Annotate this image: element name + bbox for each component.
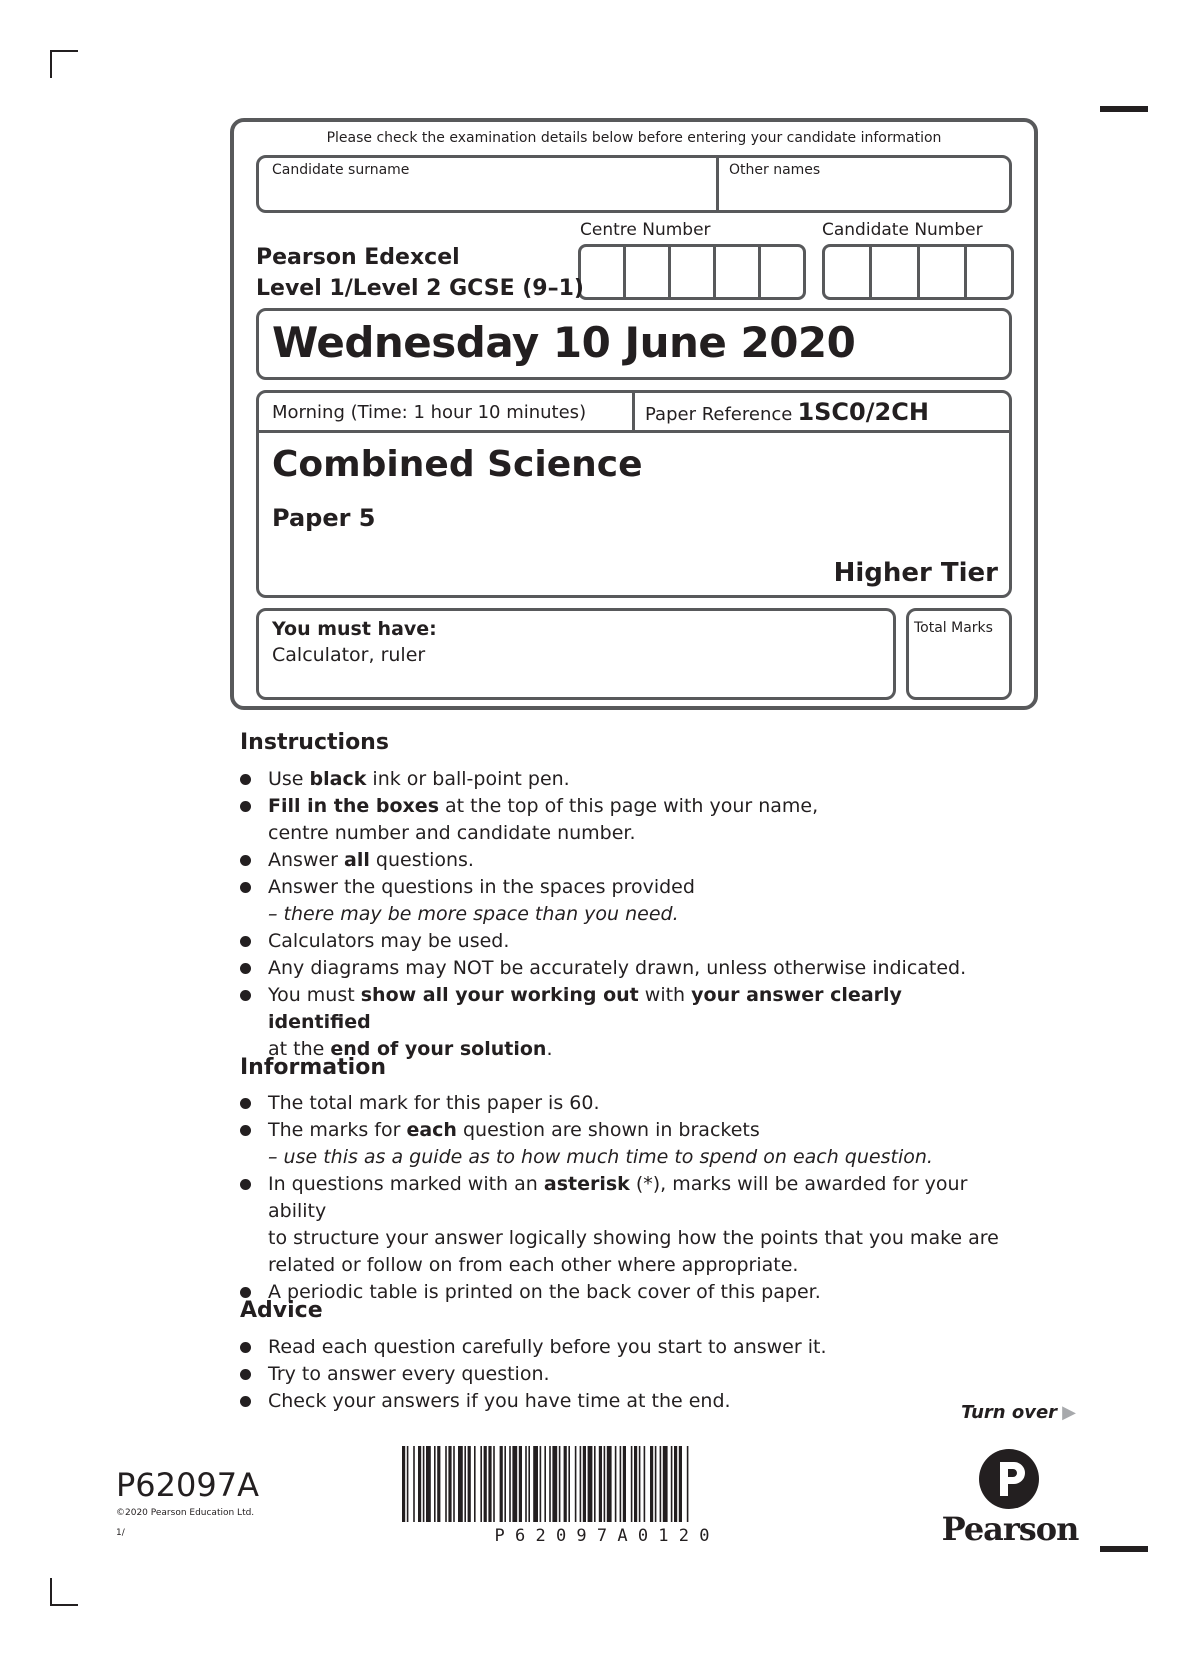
advice-list [240, 1334, 1000, 1415]
barcode-bar [639, 1446, 641, 1522]
list-item: You must show all your working out with your answer clearly identified at the end of your solution. [240, 982, 1000, 1063]
centre-number-cell[interactable] [581, 247, 626, 297]
list-item: Calculators may be used. [240, 928, 1000, 955]
barcode-bar [588, 1446, 593, 1522]
barcode-bar [426, 1446, 431, 1522]
barcode-bar [512, 1446, 517, 1522]
arrow-right-icon: ▶ [1062, 1402, 1076, 1423]
list-item: Use black ink or ball-point pen. [240, 766, 1000, 793]
barcode-bar [488, 1446, 491, 1522]
barcode-bar [474, 1446, 476, 1522]
turn-over [900, 1402, 1076, 1423]
advice-heading: Advice [240, 1298, 323, 1323]
centre-number-cell[interactable] [671, 247, 716, 297]
centre-number-label: Centre Number [580, 220, 711, 240]
list-item: Try to answer every question. [240, 1361, 1000, 1388]
barcode-bar [559, 1446, 561, 1522]
barcode-bar [434, 1446, 436, 1522]
barcode-bar [418, 1446, 421, 1522]
barcode-bar [607, 1446, 612, 1522]
barcode-bar [480, 1446, 482, 1522]
barcode-bar [504, 1446, 506, 1522]
barcode-bar [663, 1446, 668, 1522]
other-names-label: Other names [729, 162, 821, 178]
crop-mark-bottom-left-h [50, 1604, 78, 1606]
barcode-bar [493, 1446, 495, 1522]
check-notice: Please check the examination details below before entering your candidate information [326, 130, 942, 146]
barcode-bar [549, 1446, 551, 1522]
barcode-bar [544, 1446, 546, 1522]
barcode-bar [568, 1446, 570, 1522]
barcode-bar [655, 1446, 657, 1522]
information-heading: Information [240, 1055, 386, 1080]
barcode-bar [500, 1446, 503, 1522]
exam-board: Pearson Edexcel [256, 245, 460, 270]
crop-mark-top-left-h [50, 50, 78, 52]
list-item: Answer the questions in the spaces provided – there may be more space than you need. [240, 874, 1000, 928]
barcode-bar [604, 1446, 606, 1522]
session-time: Morning (Time: 1 hour 10 minutes) [272, 402, 587, 423]
list-item: Fill in the boxes at the top of this page with your name, centre number and candidate number. [240, 793, 1000, 847]
barcode-bar [519, 1446, 522, 1522]
barcode-bar [509, 1446, 511, 1522]
barcode-bar [413, 1446, 415, 1522]
barcode-bar [525, 1446, 527, 1522]
barcode-bar [615, 1446, 617, 1522]
total-marks-label: Total Marks [914, 620, 993, 636]
centre-number-field[interactable] [578, 244, 806, 300]
barcode-bar [448, 1446, 451, 1522]
must-have-items: Calculator, ruler [272, 644, 426, 666]
must-have-label: You must have: [272, 618, 437, 640]
barcode-bar [423, 1446, 425, 1522]
barcode-bar [580, 1446, 582, 1522]
information-list [240, 1090, 1020, 1306]
barcode-bar [540, 1446, 542, 1522]
paper-reference-code: 1SC0/2CH [797, 398, 929, 426]
other-names-field[interactable] [722, 180, 1008, 210]
exam-date: Wednesday 10 June 2020 [272, 318, 856, 367]
barcode-bar [583, 1446, 586, 1522]
instructions-list [240, 766, 1000, 1063]
list-item: In questions marked with an asterisk (*), marks will be awarded for your ability to structure your answer logically showing how the points that you make are related or follow on from each other where appropriate. [240, 1171, 1020, 1279]
barcode-bar [634, 1446, 637, 1522]
edition: 1/ [116, 1528, 125, 1538]
barcode-bar [468, 1446, 471, 1522]
barcode-bar [660, 1446, 662, 1522]
candidate-number-cell[interactable] [967, 247, 1011, 297]
barcode-text: P 6 2 0 9 7 A 0 1 2 0 [494, 1526, 710, 1546]
candidate-number-label: Candidate Number [822, 220, 983, 240]
list-item: Check your answers if you have time at the end. [240, 1388, 1000, 1415]
centre-number-cell[interactable] [761, 247, 803, 297]
paper-number: Paper 5 [272, 504, 376, 532]
list-item: The total mark for this paper is 60. [240, 1090, 1020, 1117]
paper-code: P62097A [116, 1466, 259, 1504]
candidate-number-cell[interactable] [825, 247, 872, 297]
crop-mark-top-left-v [50, 50, 52, 78]
barcode-bar [674, 1446, 677, 1522]
barcode-bar [458, 1446, 463, 1522]
paper-reference [645, 398, 929, 426]
candidate-number-cell[interactable] [872, 247, 919, 297]
barcode-bar [564, 1446, 567, 1522]
barcode-bar [402, 1446, 405, 1522]
barcode-bar [464, 1446, 466, 1522]
paper-reference-label: Paper Reference [645, 404, 793, 425]
name-divider [716, 156, 719, 212]
list-item: A periodic table is printed on the back cover of this paper. [240, 1279, 1020, 1306]
subject-title: Combined Science [272, 444, 643, 485]
qualification-level: Level 1/Level 2 GCSE (9–1) [256, 276, 584, 301]
turn-over-label: Turn over [961, 1402, 1058, 1423]
barcode-bar [528, 1446, 530, 1522]
candidate-surname-label: Candidate surname [272, 162, 410, 178]
edge-mark-bottom-right [1100, 1546, 1148, 1552]
edge-mark-top-right [1100, 106, 1148, 112]
barcode-bar [445, 1446, 447, 1522]
barcode-bar [575, 1446, 577, 1522]
centre-number-cell[interactable] [716, 247, 761, 297]
barcode-bar [631, 1446, 633, 1522]
barcode-bar [599, 1446, 602, 1522]
instructions-heading: Instructions [240, 730, 389, 755]
barcode [402, 1446, 802, 1522]
list-item: Read each question carefully before you start to answer it. [240, 1334, 1000, 1361]
barcode-bar [671, 1446, 673, 1522]
barcode-bar [687, 1446, 689, 1522]
candidate-number-cell[interactable] [920, 247, 967, 297]
barcode-bar [533, 1446, 538, 1522]
barcode-bar [552, 1446, 557, 1522]
copyright: ©2020 Pearson Education Ltd. [116, 1508, 255, 1518]
tier: Higher Tier [833, 558, 998, 588]
crop-mark-bottom-left-v [50, 1578, 52, 1606]
candidate-surname-field[interactable] [260, 180, 712, 210]
barcode-bar [453, 1446, 455, 1522]
barcode-bar [623, 1446, 626, 1522]
centre-number-cell[interactable] [626, 247, 671, 297]
list-item: Answer all questions. [240, 847, 1000, 874]
list-item: The marks for each question are shown in brackets – use this as a guide as to how much time to spend on each question. [240, 1117, 1020, 1171]
barcode-bar [407, 1446, 409, 1522]
list-item: Any diagrams may NOT be accurately drawn, unless otherwise indicated. [240, 955, 1000, 982]
barcode-bar [437, 1446, 440, 1522]
pearson-logo-icon [978, 1448, 1040, 1510]
session-divider-v [632, 392, 635, 431]
candidate-number-field[interactable] [822, 244, 1014, 300]
barcode-bar [594, 1446, 596, 1522]
publisher-name: Pearson [941, 1510, 1079, 1548]
barcode-bar [679, 1446, 682, 1522]
barcode-bar [484, 1446, 487, 1522]
barcode-bar [650, 1446, 653, 1522]
barcode-bar [620, 1446, 622, 1522]
barcode-bar [644, 1446, 646, 1522]
